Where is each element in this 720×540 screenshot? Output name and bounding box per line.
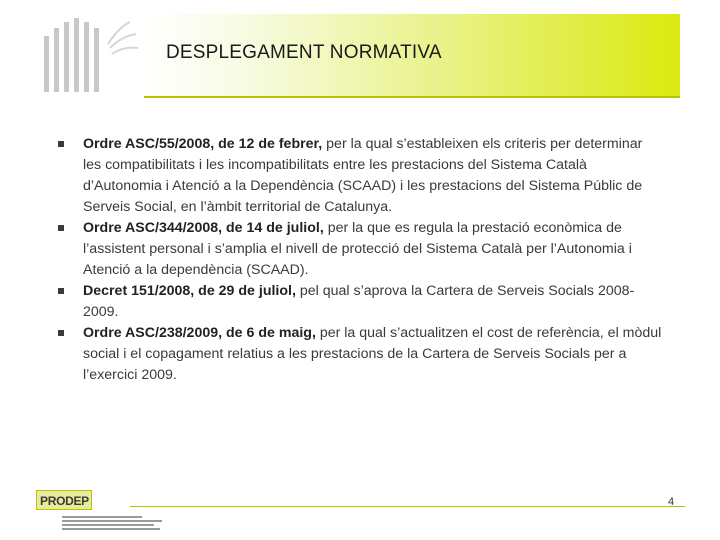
bullet-marker-icon [58, 225, 64, 231]
bullet-marker-icon [58, 288, 64, 294]
bullet-marker-icon [58, 141, 64, 147]
regulation-description: pel qual s’aprova la Cartera de Serveis Socials 2008-2009. [83, 283, 635, 320]
bullet-marker-icon [58, 330, 64, 336]
regulation-reference: Decret 151/2008, de 29 de juliol, [83, 283, 296, 299]
prodep-logo [36, 490, 158, 536]
footer-rule [130, 506, 685, 507]
page-number: 4 [668, 496, 675, 508]
regulation-reference: Ordre ASC/344/2008, de 14 de juliol, [83, 220, 324, 236]
list-item [58, 218, 664, 281]
list-item [58, 281, 664, 323]
prodep-logo-box [36, 490, 92, 510]
title-underline [144, 96, 680, 98]
slide-title: DESPLEGAMENT NORMATIVA [166, 42, 442, 63]
regulation-reference: Ordre ASC/55/2008, de 12 de febrer, [83, 136, 323, 152]
regulation-description: per la qual s’actualitzen el cost de referència, el mòdul social i el copagament relatius a les prestacions de la Cartera de Serveis Socials per a l’exercici 2009. [83, 325, 662, 383]
logo-subtitle-lines [62, 516, 162, 532]
list-item [58, 323, 664, 386]
bullet-list [58, 134, 664, 386]
regulation-reference: Ordre ASC/238/2009, de 6 de maig, [83, 325, 316, 341]
regulation-description: per la qual s’estableixen els criteris per determinar les compatibilitats i les incompatibilitats entre les prestacions del Sistema Català d’Autonomia i Atenció a la Dependència (SCAAD) i les prestacions del Sistema Públic de Serveis Social, en l’àmbit territorial de Catalunya. [83, 136, 643, 215]
regulation-description: per la que es regula la prestació econòmica de l’assistent personal i s’amplia el nivell de protecció del Sistema Català per l’Autonomia i Atenció a la dependència (SCAAD). [83, 220, 632, 278]
prodep-logo-text: PRODEP [40, 494, 89, 508]
institution-logo-icon [30, 14, 140, 100]
list-item [58, 134, 664, 218]
